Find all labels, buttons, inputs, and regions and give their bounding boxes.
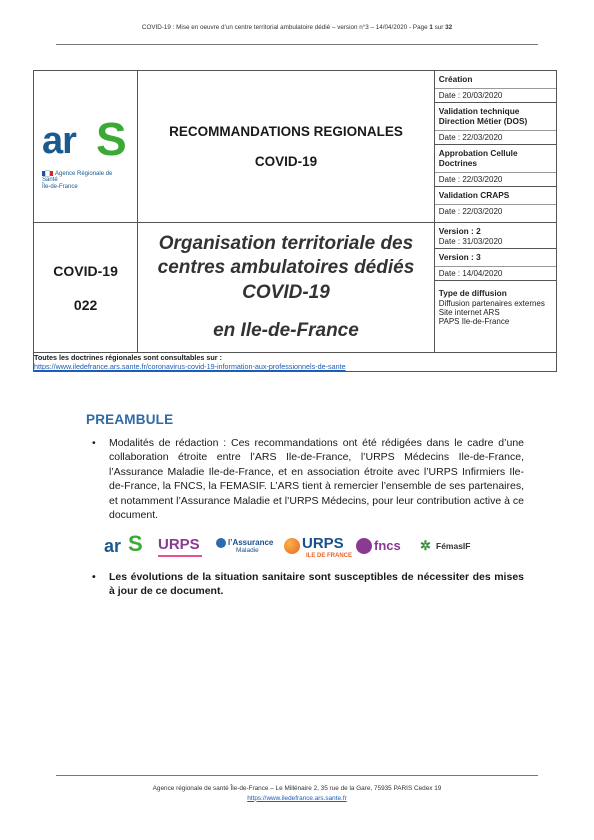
- page-footer: [0, 784, 594, 803]
- assurance-maladie-icon: [216, 538, 226, 548]
- preambule-bullet-1: [92, 436, 524, 523]
- ars-partner-a: ar: [104, 536, 122, 556]
- urps-medecins-text: URPS: [158, 536, 200, 553]
- femasif-logo: [420, 533, 490, 565]
- fncs-icon: [356, 538, 372, 554]
- meta-craps: [435, 187, 556, 218]
- rec-title-line2: COVID-19: [254, 153, 318, 169]
- page-header: [0, 24, 594, 31]
- ars-partner-s: S: [128, 531, 143, 556]
- footer-link[interactable]: https://www.iledefrance.ars.sante.fr: [247, 794, 347, 802]
- document-title: [138, 223, 435, 353]
- header-of: sur: [432, 24, 446, 31]
- doc-code-line1: COVID-19: [53, 262, 118, 279]
- preambule-bullets: [92, 436, 524, 523]
- urps-infirmiers-text: URPS: [302, 535, 344, 552]
- doc-title-line1: Organisation territoriale des: [158, 232, 414, 254]
- version2-date: Date : 31/03/2020: [438, 236, 503, 246]
- ars-logo-cell: [34, 71, 138, 223]
- craps-label: Validation CRAPS: [438, 189, 510, 200]
- footer-address: Agence régionale de santé Île-de-France – Le Millénaire 2, 35 rue de la Gare, 75935 PARIS Cedex 19: [152, 785, 442, 792]
- doc-info-table: [33, 70, 557, 372]
- preambule-heading: PREAMBULE: [86, 412, 174, 427]
- meta-top: [434, 71, 556, 223]
- doc-code-line2: 022: [73, 296, 98, 313]
- diffusion-3: PAPS Ile-de-France: [438, 316, 510, 326]
- ars-tagline-1: Agence Régionale de Santé: [42, 170, 113, 184]
- approbation-label: Approbation Cellule Doctrines: [438, 147, 518, 168]
- assurance-maladie-text1: l’Assurance: [228, 538, 274, 547]
- meta-creation: [435, 71, 556, 103]
- urps-medecins-logo: [158, 533, 208, 565]
- ars-logo: [38, 102, 138, 192]
- rec-title-line1: RECOMMANDATIONS REGIONALES: [169, 123, 403, 139]
- diffusion-label: Type de diffusion: [438, 287, 507, 298]
- header-page: 1: [429, 24, 433, 31]
- urps-infirmiers-icon: [284, 538, 300, 554]
- version3-date: Date : 14/04/2020: [435, 266, 556, 278]
- preambule-bullets-2: [92, 570, 524, 599]
- preambule-bullet-2: [92, 570, 524, 599]
- header-rule: [56, 44, 538, 45]
- ars-tagline-2: Île-de-France: [42, 184, 78, 191]
- bullet-dot-2: •: [92, 571, 96, 583]
- ars-logo-s: S: [96, 112, 127, 165]
- meta-approbation: [435, 145, 556, 187]
- ars-partner-logo: [104, 533, 148, 565]
- header-total: 32: [445, 24, 453, 31]
- partner-logos: [104, 533, 514, 565]
- urps-infirmiers-logo: [284, 533, 352, 565]
- meta-version3: [435, 249, 556, 281]
- recommendations-title: [138, 71, 435, 223]
- creation-date: Date : 20/03/2020: [435, 88, 556, 100]
- validation-date: Date : 22/03/2020: [435, 130, 556, 142]
- header-text: COVID-19 : Mise en oeuvre d’un centre territorial ambulatoire dédié – version n°3 – 14/04/2020 - Page: [141, 24, 430, 31]
- bullet-1-text: Modalités de rédaction : Ces recommandations ont été rédigées dans le cadre d’une collaboration étroite entre l’ARS Ile-de-France, l’URPS Médecins Ile-de-France, l’Assurance Maladie Ile-de-France, et en association étroite avec l’URPS Infirmiers Ile-de-France, la FNCS, la FEMASIF. L’ARS tient à remercier l’ensemble de ses partenaires, et notamment l’Assurance Maladie et l’URPS Médecins, pour leur contribution active à ce document.: [109, 437, 524, 522]
- diffusion-1: Diffusion partenaires externes: [438, 298, 545, 308]
- urps-infirmiers-sub: ILE DE FRANCE: [306, 553, 353, 559]
- fncs-text: fncs: [374, 538, 401, 553]
- fncs-logo: [356, 533, 416, 565]
- doc-code-cell: [34, 223, 138, 353]
- ars-logo-ar: ar: [42, 119, 76, 162]
- version3-label: Version : 3: [438, 251, 481, 262]
- ars-logo-tagline: [42, 170, 122, 192]
- femasif-star-icon: ✲: [420, 538, 431, 553]
- bullet-2-text: Les évolutions de la situation sanitaire sont susceptibles de nécessiter des mises à jour de ce document.: [109, 571, 524, 598]
- urps-medecins-underline: [158, 555, 202, 557]
- assurance-maladie-logo: [216, 533, 276, 565]
- doctrines-note-text: Toutes les doctrines régionales sont consultables sur :: [34, 353, 222, 362]
- doctrines-note: [34, 353, 557, 372]
- femasif-text: FémasIF: [436, 541, 471, 551]
- approbation-date: Date : 22/03/2020: [435, 172, 556, 184]
- craps-date: Date : 22/03/2020: [435, 204, 556, 216]
- doctrines-link[interactable]: https://www.iledefrance.ars.sante.fr/coronavirus-covid-19-information-aux-professionnels-de-sante: [34, 362, 346, 371]
- meta-version2: [435, 223, 556, 249]
- bullet-dot: •: [92, 437, 96, 449]
- doc-title-line2: centres ambulatoires dédiés: [157, 257, 415, 279]
- flag-red: [50, 171, 53, 176]
- version2-label: Version : 2: [438, 226, 481, 236]
- diffusion-2: Site internet ARS: [438, 307, 500, 317]
- doc-title-line3: COVID-19: [242, 281, 330, 303]
- meta-diffusion: [435, 281, 556, 328]
- doc-title-line4: en Ile-de-France: [213, 319, 359, 341]
- creation-label: Création: [438, 74, 473, 84]
- assurance-maladie-text2: Maladie: [236, 547, 259, 554]
- meta-bottom: [434, 223, 556, 353]
- meta-validation: [435, 103, 556, 145]
- footer-rule: [56, 775, 538, 776]
- validation-label: Validation technique Direction Métier (DOS): [438, 105, 528, 126]
